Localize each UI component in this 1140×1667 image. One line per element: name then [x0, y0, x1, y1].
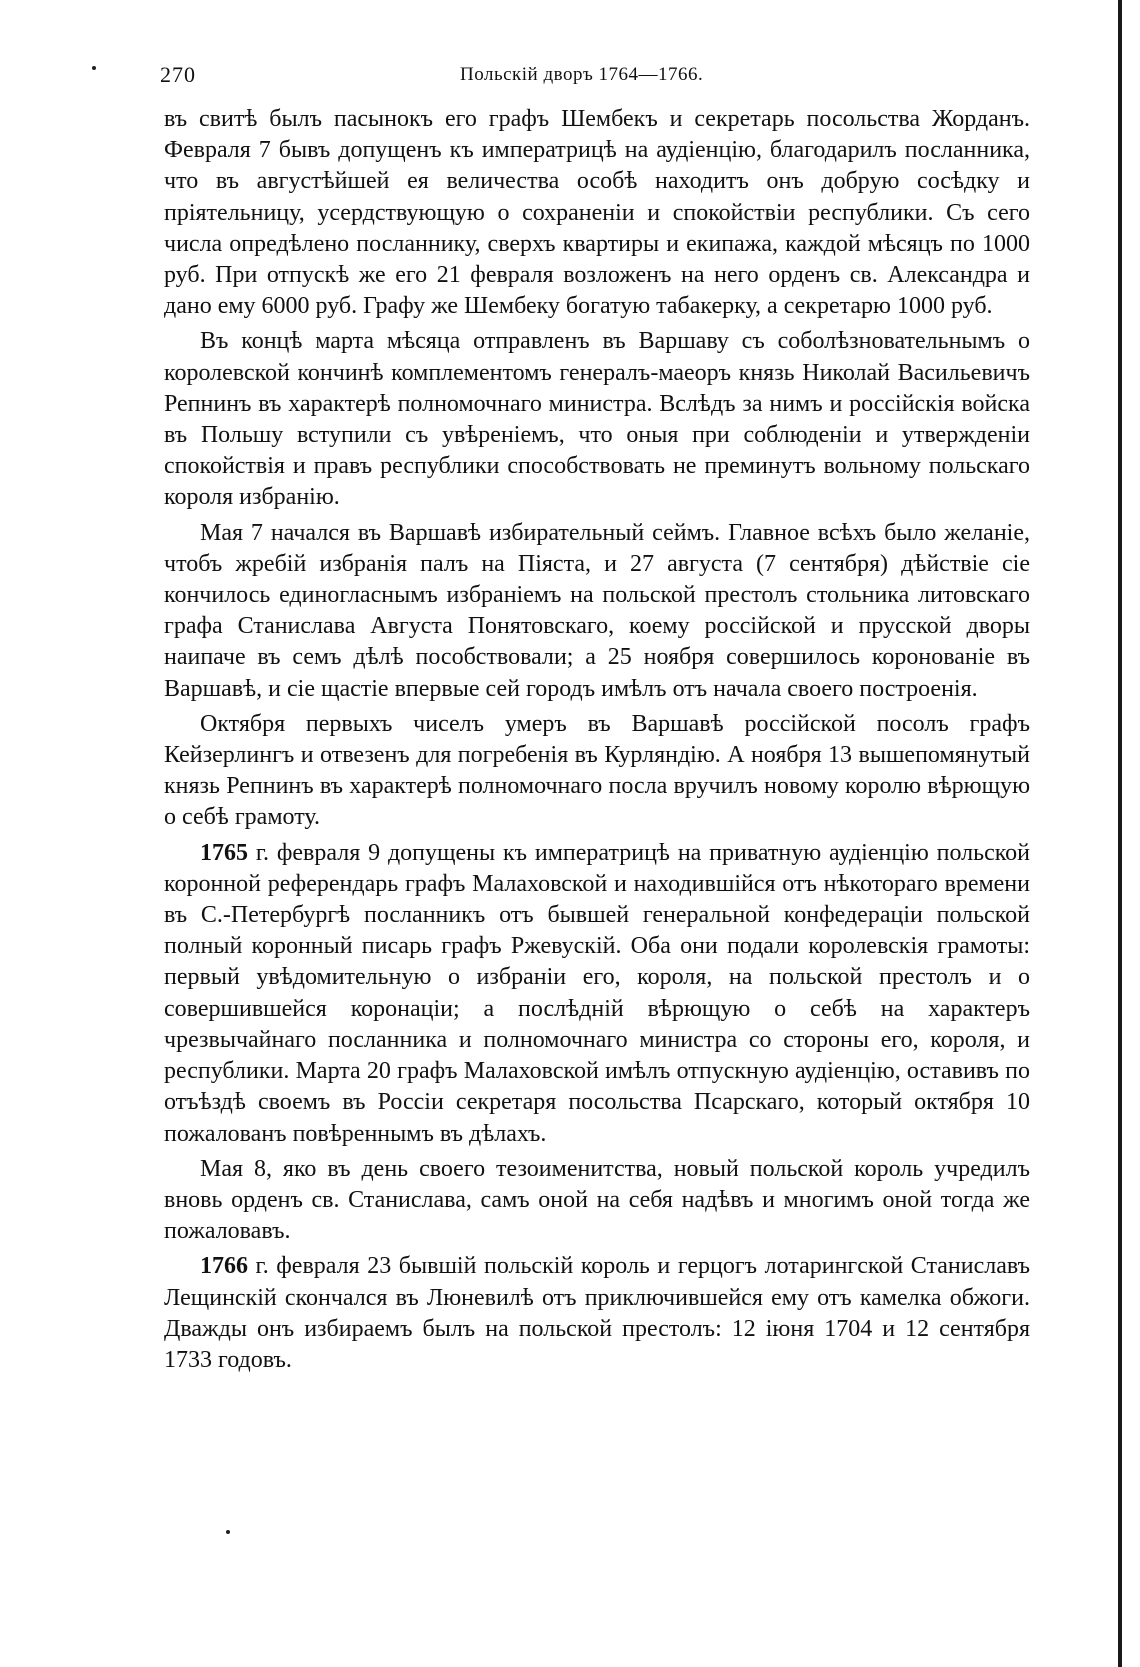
page-edge-rule: [1118, 0, 1122, 1667]
paragraph-text: Мая 8, яко въ день своего тезоименитства, новый польской король учредилъ вновь орденъ св. Станислава, самъ оной на себя надѣвъ и многимъ оной тогда же пожаловавъ.: [164, 1155, 1030, 1245]
paragraph-text: Мая 7 начался въ Варшавѣ избирательный сеймъ. Главное всѣхъ было желаніе, чтобъ жребій избранія палъ на Піяста, и 27 августа (7 сентября) дѣйствіе сіе кончилось единогласнымъ избраніемъ на польской престолъ стольника литовскаго графа Станислава Августа Понятовскаго, коему россійской и прусской дворы наипаче въ семъ дѣлѣ пособствовали; а 25 ноября совершилось коронованіе въ Варшавѣ, и сіе щастіе впервые сей городъ имѣлъ отъ начала своего построенія.: [164, 519, 1030, 702]
paragraph-text: г. февраля 9 допущены къ императрицѣ на приватную аудіенцію польской коронной референдарь графъ Малаховской и находившійся отъ нѣкотораго времени въ С.-Петербургѣ посланникъ отъ бывшей генеральной конфедераціи польской полный коронный писарь графъ Ржевускій. Оба они подали королевскія грамоты: первый увѣдомительную о избраніи его, короля, на польской престолъ и о совершившейся коронаціи; а послѣдній вѣрющую о себѣ на характеръ чрезвычайнаго посланника и полномочнаго министра со стороны его, короля, и республики. Марта 20 графъ Малаховской имѣлъ отпускную аудіенцію, оставивъ по отъѣздѣ своемъ въ Россіи секретаря посольства Псарскаго, который октября 10 пожалованъ повѣреннымъ въ дѣлахъ.: [164, 839, 1030, 1147]
paragraph-text: Октября первыхъ чиселъ умеръ въ Варшавѣ россійской посолъ графъ Кейзерлингъ и отвезенъ для погребенія въ Курляндію. А ноября 13 вышепомянутый князь Репнинъ въ характерѣ полномочнаго посла вручилъ новому королю вѣрющую о себѣ грамоту.: [164, 710, 1030, 831]
paragraph-6: [164, 1154, 1030, 1248]
paragraph-1: [164, 104, 1030, 322]
paragraph-5: [164, 838, 1030, 1150]
paragraph-text: Въ концѣ марта мѣсяца отправленъ въ Варшаву съ соболѣзновательнымъ о королевской кончинѣ комплементомъ генералъ-маеоръ князь Николай Васильевичъ Репнинъ въ характерѣ полномочнаго министра. Вслѣдъ за нимъ и россійскія войска въ Польшу вступили съ увѣреніемъ, что оныя при соблюденіи и утвержденіи спокойствія и правъ республики способствовать не преминутъ вольному польскаго короля избранію.: [164, 328, 1030, 511]
year-heading: 1766: [200, 1253, 248, 1280]
scan-speck: [92, 66, 96, 70]
paragraph-2: [164, 326, 1030, 513]
paragraph-4: [164, 709, 1030, 834]
page-number: 270: [160, 62, 196, 87]
running-title: Польскій дворъ 1764—1766.: [460, 64, 704, 85]
running-head: [160, 62, 1030, 94]
year-heading: 1765: [200, 839, 248, 866]
paragraph-text: въ свитѣ былъ пасынокъ его графъ Шембекъ и секретарь посольства Жорданъ. Февраля 7 бывъ допущенъ къ императрицѣ на аудіенцію, благодарилъ посланника, что въ августѣйшей ея величества особѣ находитъ онъ добрую сосѣдку и пріятельницу, усердствующую о сохраненіи и спокойствіи республики. Съ сего числа опредѣлено посланнику, сверхъ квартиры и екипажа, каждой мѣсяцъ по 1000 руб. При отпускѣ же его 21 февраля возложенъ на него орденъ св. Александра и дано ему 6000 руб. Графу же Шембеку богатую табакерку, а секретарю 1000 руб.: [164, 106, 1030, 320]
scan-speck: [226, 1530, 230, 1534]
body-text: [164, 104, 1030, 1380]
paragraph-3: [164, 518, 1030, 705]
paragraph-7: [164, 1251, 1030, 1376]
paragraph-text: г. февраля 23 бывшій польскій король и герцогъ лотарингской Станиславъ Лещинскій скончался въ Люневилѣ отъ приключившейся ему отъ камелка обжоги. Дважды онъ избираемъ былъ на польской престолъ: 12 іюня 1704 и 12 сентября 1733 годовъ.: [164, 1253, 1030, 1373]
